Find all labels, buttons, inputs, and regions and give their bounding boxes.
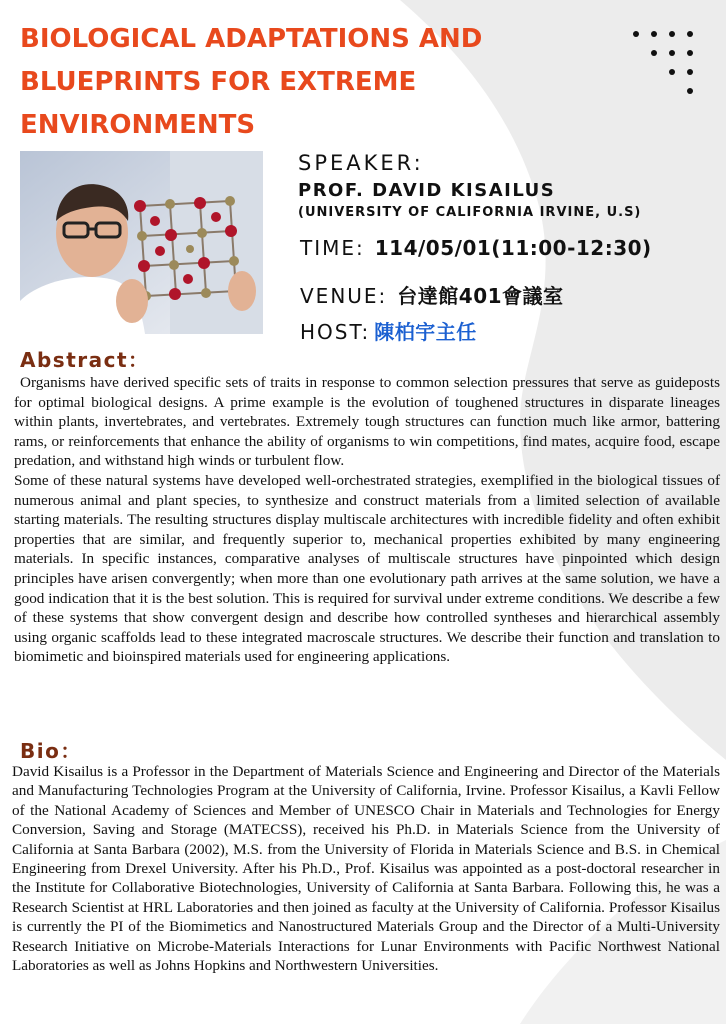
abstract-heading: Abstract： (20, 348, 150, 372)
speaker-name: PROF. DAVID KISAILUS (298, 180, 556, 201)
time-label: TIME: (300, 236, 365, 260)
dot-grid-icon (630, 28, 700, 100)
time-value: 114/05/01(11:00-12:30) (374, 236, 652, 260)
host-label: HOST: (300, 320, 371, 344)
speaker-affiliation: (UNIVERSITY OF CALIFORNIA IRVINE, U.S) (298, 205, 642, 220)
venue-label: VENUE: (300, 284, 388, 308)
venue-value: 台達館401會議室 (397, 284, 564, 308)
speaker-photo (20, 151, 263, 334)
title-line-1: BIOLOGICAL ADAPTATIONS AND (20, 24, 483, 54)
page-title (20, 18, 620, 147)
time-row (300, 236, 652, 260)
bio-heading: Bio： (20, 739, 82, 763)
abstract-paragraph-1: Organisms have derived specific sets of traits in response to common selection pressures that serve as guideposts for optimal biological designs. A prime example is the evolution of toughened structures in disparate lineages within plants, invertebrates, and vertebrates. Extremely tough structures can function much like armor, battering rams, or reinforcements that enhance the ability of organisms to win competitions, find mates, acquire food, escape predation, and withstand high winds or turbulent flow. (14, 374, 720, 470)
host-value: 陳柏宇主任 (374, 320, 477, 344)
bio-body: David Kisailus is a Professor in the Department of Materials Science and Engineering and Director of the Materials and Manufacturing Technologies Program at the University of California, Irvine. Professor Kisailus, a Kavli Fellow of the National Academy of Sciences and Member of UNESCO Chair in Materials and Technologies for Energy Conversion, Saving and Storage (MATECSS), received his Ph.D. in Materials Science from the University of California at Santa Barbara (2002), M.S. from the University of Florida in Materials Science and B.S. in Chemical Engineering from Drexel University. After his Ph.D., Prof. Kisailus was appointed as a post-doctoral researcher in the Institute for Collaborative Biotechnologies, University of California at Santa Barbara. Following this, he was a Research Scientist at HRL Laboratories and then joined as faculty at the University of California. Professor Kisailus is currently the PI of the Biomimetics and Nanostructured Materials Group and the Director of a Multi-University Research Initiative on Microbe-Materials Interactions for Lunar Environments with Pacific Northwest National Laboratories as well as Johns Hopkins and Northwestern Universities. (12, 763, 720, 975)
title-line-2: BLUEPRINTS FOR EXTREME (20, 67, 417, 97)
abstract-paragraph-2: Some of these natural systems have developed well-orchestrated strategies, exemplified in the biological tissues of numerous animal and plant species, to synthesize and construct materials from a limited selection of available starting materials. The resulting structures display multiscale architectures with incredible fidelity and often exhibit properties that are similar, and frequently superior to, mechanical properties exhibited by many engineering materials. In specific instances, comparative analyses of multiscale structures have pinpointed which design principles have arisen convergently; when more than one evolutionary path arrives at the same solution, we have a good indication that it is the best solution. This is required for survival under extreme conditions. We describe a few of these systems that show convergent design and describe how controlled syntheses and hierarchical assembly using organic scaffolds lead to these integrated macroscale structures. We describe their function and translation to biomimetic and bioinspired materials used for engineering applications. (14, 471, 720, 666)
venue-row (300, 280, 564, 309)
speaker-label: SPEAKER: (298, 151, 424, 175)
host-row (300, 316, 477, 345)
title-line-3: ENVIRONMENTS (20, 110, 256, 140)
abstract-body (14, 373, 720, 667)
